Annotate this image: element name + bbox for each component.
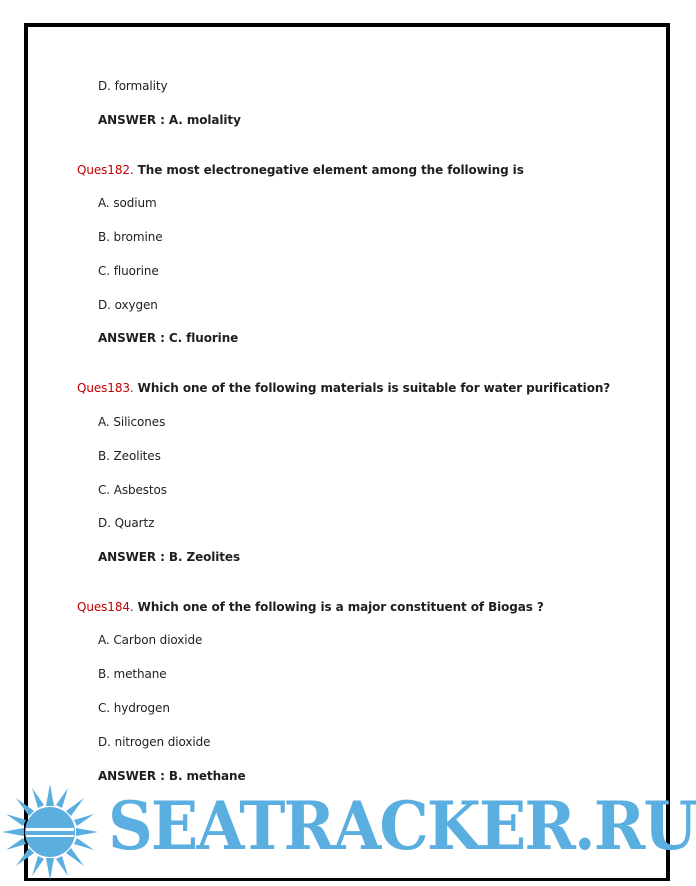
question-183 [77, 380, 610, 396]
q182-option-d: D. oxygen [98, 298, 158, 312]
prev-option-d: D. formality [98, 79, 168, 93]
question-text: Which one of the following is a major constituent of Biogas ? [133, 600, 544, 614]
q182-option-b: B. bromine [98, 230, 163, 244]
question-number: Ques184. [77, 600, 134, 614]
q184-option-d: D. nitrogen dioxide [98, 735, 211, 749]
q182-option-a: A. sodium [98, 196, 157, 210]
q183-option-a: A. Silicones [98, 415, 166, 429]
question-182 [77, 162, 524, 178]
q183-answer: ANSWER : B. Zeolites [98, 550, 241, 564]
question-number: Ques182. [77, 163, 134, 177]
q183-option-d: D. Quartz [98, 516, 155, 530]
sun-wave-logo-icon [2, 784, 98, 880]
q182-option-c: C. fluorine [98, 264, 159, 278]
q184-answer: ANSWER : B. methane [98, 769, 246, 783]
q184-option-a: A. Carbon dioxide [98, 633, 203, 647]
prev-answer: ANSWER : A. molality [98, 113, 241, 127]
question-text: The most electronegative element among the following is [133, 163, 524, 177]
q183-option-b: B. Zeolites [98, 449, 161, 463]
question-number: Ques183. [77, 381, 134, 395]
q183-option-c: C. Asbestos [98, 483, 167, 497]
watermark-text: SEATRACKER.RU [108, 787, 696, 865]
q184-option-b: B. methane [98, 667, 167, 681]
q182-answer: ANSWER : C. fluorine [98, 331, 239, 345]
question-text: Which one of the following materials is suitable for water purification? [133, 381, 611, 395]
q184-option-c: C. hydrogen [98, 701, 170, 715]
question-184 [77, 599, 544, 615]
